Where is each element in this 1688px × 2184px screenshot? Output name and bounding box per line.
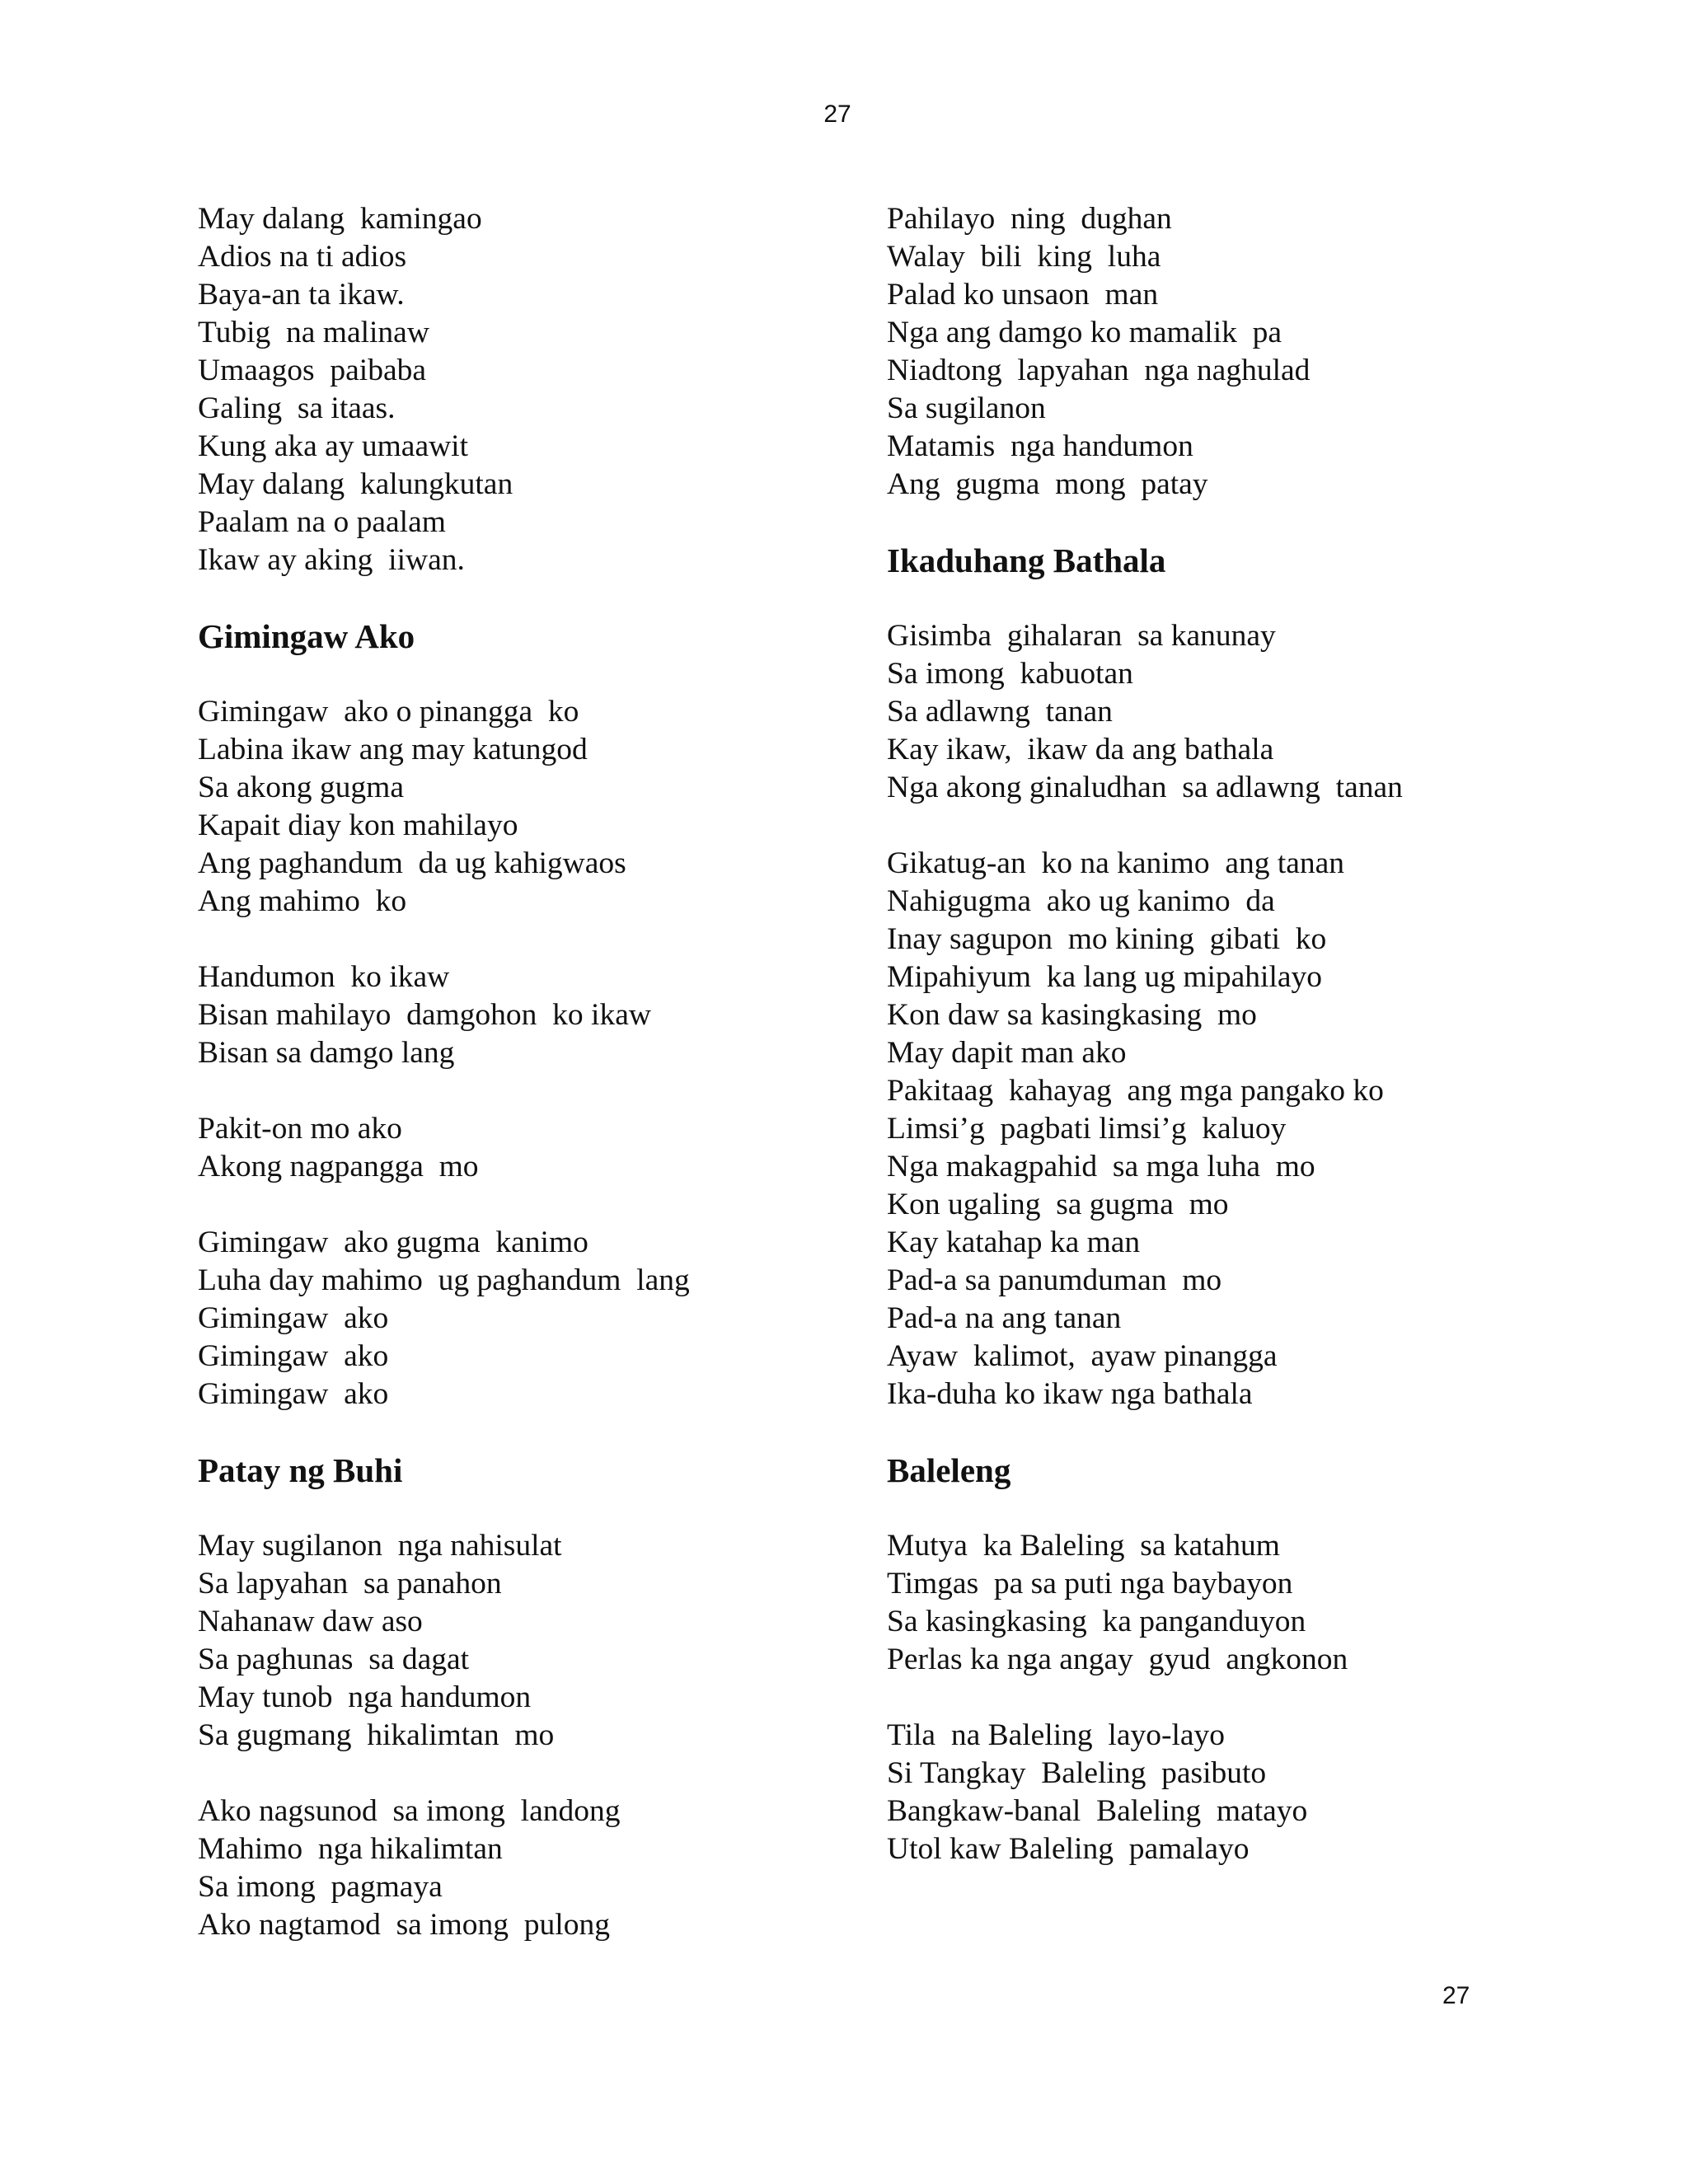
lyric-line: Sa lapyahan sa panahon	[198, 1567, 502, 1601]
lyric-line: Labina ikaw ang may katungod	[198, 733, 588, 766]
lyric-line: May dapit man ako	[887, 1036, 1127, 1070]
song-patay-ng-buhi	[198, 1451, 841, 1944]
lyric-line: Nahanaw daw aso	[198, 1605, 423, 1638]
lyric-line: Kapait diay kon mahilayo	[198, 808, 518, 842]
stanza	[198, 1793, 841, 1944]
lyric-line: Ikaw ay aking iiwan.	[198, 543, 465, 577]
lyric-line: Bisan sa damgo lang	[198, 1036, 455, 1070]
lyric-line: Utol kaw Baleling pamalayo	[887, 1832, 1250, 1866]
lyric-line: Perlas ka nga angay gyud angkonon	[887, 1643, 1348, 1676]
lyric-line: Kay katahap ka man	[887, 1226, 1141, 1259]
stanza	[198, 958, 841, 1072]
lyric-line: Kay ikaw, ikaw da ang bathala	[887, 733, 1274, 766]
lyric-line: Inay sagupon mo kining gibati ko	[887, 922, 1327, 956]
lyric-line: Ang gugma mong patay	[887, 467, 1208, 501]
lyric-line: Gimingaw ako	[198, 1377, 389, 1411]
lyric-line: May dalang kalungkutan	[198, 467, 513, 501]
lyric-line: Ang mahimo ko	[198, 884, 407, 918]
lyric-line: Gimingaw ako gugma kanimo	[198, 1226, 588, 1259]
song-title: Ikaduhang Bathala	[887, 541, 1166, 579]
lyric-line: Sa akong gugma	[198, 771, 404, 804]
lyric-line: Tubig na malinaw	[198, 316, 429, 349]
lyric-line: Ako nagtamod sa imong pulong	[198, 1908, 610, 1942]
lyric-line: Si Tangkay Baleling pasibuto	[887, 1756, 1267, 1790]
song-continuation	[887, 200, 1546, 504]
stanza	[887, 1527, 1546, 1679]
lyric-line: Sa imong kabuotan	[887, 657, 1133, 691]
stanza	[198, 1110, 841, 1186]
stanza	[198, 1224, 841, 1413]
lyric-line: Ika-duha ko ikaw nga bathala	[887, 1377, 1253, 1411]
lyric-line: Ayaw kalimot, ayaw pinangga	[887, 1339, 1278, 1373]
page-number-top: 27	[823, 101, 851, 128]
lyric-line: Bangkaw-banal Baleling matayo	[887, 1794, 1308, 1828]
lyric-line: Limsi’g pagbati limsi’g kaluoy	[887, 1112, 1287, 1146]
lyric-line: Kon daw sa kasingkasing mo	[887, 998, 1257, 1032]
lyric-line: May sugilanon nga nahisulat	[198, 1529, 562, 1563]
song-gimingaw-ako	[198, 617, 841, 1413]
lyric-line: Ang paghandum da ug kahigwaos	[198, 846, 626, 880]
lyric-line: Nahigugma ako ug kanimo da	[887, 884, 1275, 918]
lyric-line: Palad ko unsaon man	[887, 278, 1159, 312]
song-title: Gimingaw Ako	[198, 617, 415, 655]
lyric-line: Ako nagsunod sa imong landong	[198, 1794, 621, 1828]
right-column	[887, 200, 1546, 1868]
lyric-line: Niadtong lapyahan nga naghulad	[887, 354, 1311, 387]
lyric-line: May dalang kamingao	[198, 202, 482, 236]
lyric-line: Paalam na o paalam	[198, 505, 446, 539]
lyric-line: Sa imong pagmaya	[198, 1870, 443, 1904]
lyric-line: Timgas pa sa puti nga baybayon	[887, 1567, 1293, 1601]
lyric-line: Nga makagpahid sa mga luha mo	[887, 1150, 1315, 1183]
stanza	[887, 617, 1546, 807]
lyric-line: Pakitaag kahayag ang mga pangako ko	[887, 1074, 1384, 1108]
lyric-line: Walay bili king luha	[887, 240, 1161, 274]
lyric-line: Galing sa itaas.	[198, 391, 396, 425]
song-baleleng	[887, 1451, 1546, 1868]
lyric-line: Matamis nga handumon	[887, 429, 1193, 463]
stanza	[887, 200, 1546, 504]
stanza	[198, 1527, 841, 1755]
lyric-line: Gimingaw ako	[198, 1301, 389, 1335]
lyric-line: Luha day mahimo ug paghandum lang	[198, 1263, 690, 1297]
lyric-line: Baya-an ta ikaw.	[198, 278, 405, 312]
lyric-line: Sa sugilanon	[887, 391, 1046, 425]
lyric-line: Pahilayo ning dughan	[887, 202, 1172, 236]
lyric-line: Gimingaw ako o pinangga ko	[198, 695, 579, 729]
lyric-line: Sa kasingkasing ka panganduyon	[887, 1605, 1306, 1638]
lyric-line: Gimingaw ako	[198, 1339, 389, 1373]
stanza	[198, 200, 841, 579]
stanza	[887, 1717, 1546, 1868]
left-column	[198, 200, 841, 1944]
lyric-line: Pad-a sa panumduman mo	[887, 1263, 1222, 1297]
lyric-line: Adios na ti adios	[198, 240, 407, 274]
song-title: Baleleng	[887, 1451, 1011, 1489]
stanza	[198, 693, 841, 921]
lyric-line: May tunob nga handumon	[198, 1680, 532, 1714]
lyric-line: Pad-a na ang tanan	[887, 1301, 1122, 1335]
stanza	[887, 845, 1546, 1413]
lyric-line: Sa gugmang hikalimtan mo	[198, 1718, 555, 1752]
song-opening	[198, 200, 841, 579]
lyric-line: Mahimo nga hikalimtan	[198, 1832, 503, 1866]
lyric-line: Kung aka ay umaawit	[198, 429, 469, 463]
lyric-line: Gisimba gihalaran sa kanunay	[887, 619, 1276, 653]
lyric-line: Mutya ka Baleling sa katahum	[887, 1529, 1280, 1563]
lyric-line: Bisan mahilayo damgohon ko ikaw	[198, 998, 651, 1032]
lyric-line: Kon ugaling sa gugma mo	[887, 1188, 1229, 1221]
lyric-line: Mipahiyum ka lang ug mipahilayo	[887, 960, 1323, 994]
lyric-line: Akong nagpangga mo	[198, 1150, 479, 1183]
lyric-line: Handumon ko ikaw	[198, 960, 450, 994]
page-number-bottom: 27	[1442, 1982, 1470, 2009]
lyric-line: Gikatug-an ko na kanimo ang tanan	[887, 846, 1345, 880]
lyric-line: Umaagos paibaba	[198, 354, 426, 387]
song-ikaduhang-bathala	[887, 541, 1546, 1413]
lyric-line: Sa paghunas sa dagat	[198, 1643, 470, 1676]
lyric-line: Pakit-on mo ako	[198, 1112, 402, 1146]
lyric-line: Sa adlawng tanan	[887, 695, 1113, 729]
lyric-line: Nga ang damgo ko mamalik pa	[887, 316, 1282, 349]
song-title: Patay ng Buhi	[198, 1451, 403, 1489]
lyric-line: Nga akong ginaludhan sa adlawng tanan	[887, 771, 1403, 804]
lyric-line: Tila na Baleling layo-layo	[887, 1718, 1226, 1752]
